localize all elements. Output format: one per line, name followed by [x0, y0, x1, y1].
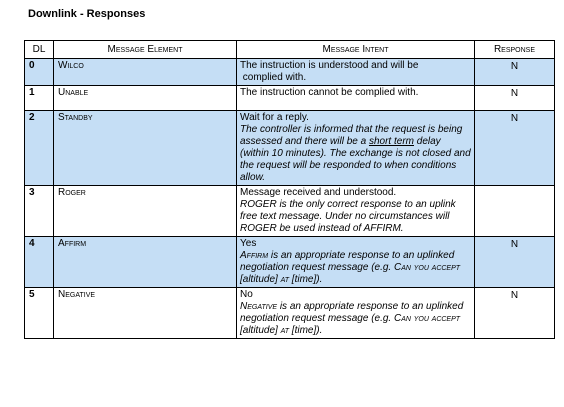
note-smallcaps: Can you accept: [393, 313, 461, 324]
dl-cell: 1: [25, 86, 54, 111]
table-row: [25, 59, 555, 86]
note-text: is an appropriate response to an uplinked negotiation request message (e.g.: [240, 301, 464, 324]
note-smallcaps: Negative: [240, 301, 278, 312]
dl-cell: 0: [25, 59, 54, 86]
table-row: [25, 237, 555, 288]
note-smallcaps: at: [280, 325, 290, 336]
element-cell: Wilco: [54, 59, 237, 86]
table-row: [25, 186, 555, 237]
table-row: [25, 111, 555, 186]
intent-cell: [237, 186, 475, 237]
note-smallcaps: Affirm: [240, 250, 269, 261]
response-cell: N: [475, 237, 555, 288]
responses-table: [24, 40, 555, 339]
note-text: [time]).: [289, 325, 323, 336]
intent-line: Yes: [240, 238, 257, 249]
intent-line: The instruction is understood and will be: [240, 60, 419, 71]
table-header-row: [25, 41, 555, 59]
note-text: The controller is informed that the request is being assessed and there will be a: [240, 124, 463, 147]
dl-cell: 4: [25, 237, 54, 288]
intent-note: [240, 301, 471, 337]
note-text: [altitude]: [240, 274, 281, 285]
header-message-intent: Message Intent: [237, 41, 475, 59]
element-cell: Unable: [54, 86, 237, 111]
response-cell: N: [475, 86, 555, 111]
header-dl: DL: [25, 41, 54, 59]
header-response: Response: [475, 41, 555, 59]
response-cell: N: [475, 288, 555, 339]
response-cell: N: [475, 59, 555, 86]
table-row: [25, 86, 555, 111]
dl-cell: 3: [25, 186, 54, 237]
intent-cell: [237, 111, 475, 186]
note-text: [altitude]: [240, 325, 281, 336]
intent-line: complied with.: [240, 72, 307, 83]
intent-cell: [237, 86, 475, 111]
response-cell: N: [475, 111, 555, 186]
intent-line: Wait for a reply.: [240, 112, 309, 123]
intent-line: No: [240, 289, 253, 300]
note-underlined-text: short term: [368, 136, 414, 147]
header-message-element: Message Element: [54, 41, 237, 59]
element-cell: Roger: [54, 186, 237, 237]
intent-note: ROGER is the only correct response to an uplink free text message. Under no circumstances will ROGER be used instead of AFFIRM.: [240, 199, 456, 234]
page-title: Downlink - Responses: [28, 8, 146, 20]
intent-cell: [237, 288, 475, 339]
response-cell: [475, 186, 555, 237]
intent-note: [240, 124, 471, 184]
dl-cell: 2: [25, 111, 54, 186]
intent-line: Message received and understood.: [240, 187, 397, 198]
intent-line: The instruction cannot be complied with.: [240, 87, 419, 98]
element-cell: Affirm: [54, 237, 237, 288]
note-text: is an appropriate response to an uplinked negotiation request message (e.g.: [240, 250, 455, 273]
note-text: delay (within 10 minutes). The exchange is not closed and the request will be responded to when conditions allow.: [240, 136, 471, 183]
dl-cell: 5: [25, 288, 54, 339]
table-row: [25, 288, 555, 339]
note-smallcaps: Can you accept: [393, 262, 461, 273]
intent-cell: [237, 59, 475, 86]
intent-note: [240, 250, 471, 286]
note-smallcaps: at: [280, 274, 290, 285]
element-cell: Standby: [54, 111, 237, 186]
note-text: [time]).: [289, 274, 323, 285]
intent-cell: [237, 237, 475, 288]
element-cell: Negative: [54, 288, 237, 339]
